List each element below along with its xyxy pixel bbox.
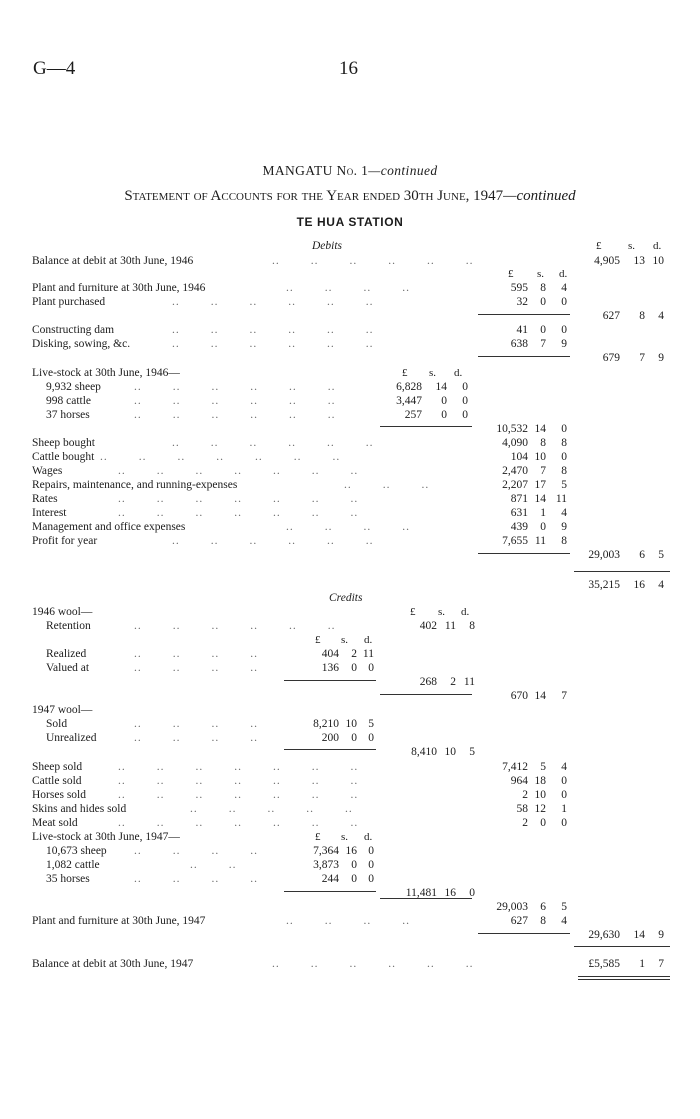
- amount-pounds: 29,003: [588, 549, 620, 561]
- amount-shillings: 1: [540, 507, 546, 519]
- report-title: [0, 164, 700, 177]
- ledger-row: Disking, sowing, &c. .. .. .. .. .. .. 638 7 9: [32, 338, 567, 350]
- unit-pound: £: [315, 831, 321, 843]
- amount-shillings: 10: [534, 789, 546, 801]
- amount-pounds: 7,655: [502, 535, 528, 547]
- amount-shillings: 6: [639, 549, 645, 561]
- amount-pence: 9: [561, 521, 567, 533]
- amount-shillings: 14: [435, 381, 447, 393]
- amount-pence: 7: [658, 958, 664, 970]
- page-number: 16: [339, 58, 358, 79]
- unit-pound: £: [402, 367, 408, 379]
- unit-shilling: s.: [438, 606, 446, 618]
- amount-pounds: 41: [516, 324, 528, 336]
- livestock-row: 10,673 sheep .. .. .. .. 7,364 16 0: [46, 845, 374, 857]
- ledger-row: Skins and hides sold .. .. .. .. .. 58 12 1: [32, 803, 567, 815]
- statement-continued: —continued: [503, 188, 576, 204]
- opening-balance-row: Balance at debit at 30th June, 1946 .. .. .. .. .. .. 4,905 13 10: [32, 255, 664, 267]
- subtotal-row: [0, 746, 700, 759]
- amount-shillings: 0: [351, 662, 357, 674]
- ledger-row: Unrealized .. .. .. .. 200 0 0: [46, 732, 374, 744]
- unit-pound: £: [315, 634, 321, 646]
- ledger-row: Management and office expenses .. .. .. .. 439 0 9: [32, 521, 567, 533]
- unit-shilling: s.: [429, 367, 437, 379]
- amount-pounds: 2: [522, 789, 528, 801]
- amount-pounds: 4,090: [502, 437, 528, 449]
- amount-pence: 0: [561, 423, 567, 435]
- ledger-row: Sold .. .. .. .. 8,210 10 5: [46, 718, 374, 730]
- amount-pounds: 8,210: [313, 718, 339, 730]
- row-label: Sheep bought: [32, 437, 95, 449]
- amount-shillings: 8: [540, 915, 546, 927]
- debits-col4-units: [0, 240, 700, 253]
- livestock-row: 998 cattle .. .. .. .. .. .. 3,447 0 0: [46, 395, 468, 407]
- row-label: 1946 wool—: [32, 606, 93, 618]
- ledger-row: Interest .. .. .. .. .. .. .. 631 1 4: [32, 507, 567, 519]
- total-rule: [574, 571, 670, 572]
- amount-pounds: 32: [516, 296, 528, 308]
- total-rule: [574, 946, 670, 947]
- row-label: Cattle sold: [32, 775, 82, 787]
- amount-pence: 0: [368, 732, 374, 744]
- row-label: Realized: [46, 648, 87, 660]
- row-label: Skins and hides sold: [32, 803, 127, 815]
- ledger-row: Sheep bought .. .. .. .. .. .. 4,090 8 8: [32, 437, 567, 449]
- amount-shillings: 11: [444, 620, 456, 632]
- amount-pounds: 8,410: [411, 746, 437, 758]
- closing-balance-label: Balance at debit at 30th June, 1947: [32, 958, 194, 970]
- amount-shillings: 14: [534, 690, 546, 702]
- amount-shillings: 0: [540, 324, 546, 336]
- credits-heading: Credits: [329, 592, 363, 604]
- unit-shilling: s.: [341, 831, 349, 843]
- subtotal-row: [0, 901, 700, 914]
- amount-shillings: 7: [639, 352, 645, 364]
- row-label: Rates: [32, 493, 58, 505]
- row-label: 10,673 sheep: [46, 845, 107, 857]
- subtotal-row: [0, 549, 700, 562]
- unit-pound: £: [596, 240, 602, 252]
- ledger-row: Cattle sold .. .. .. .. .. .. .. 964 18 0: [32, 775, 567, 787]
- row-label: Management and office expenses: [32, 521, 186, 533]
- debits-col3-units: [0, 268, 700, 281]
- amount-pounds: 244: [321, 873, 339, 885]
- amount-shillings: 10: [345, 718, 357, 730]
- amount-pence: 0: [368, 873, 374, 885]
- amount-pence: 0: [561, 775, 567, 787]
- amount-pence: 5: [561, 479, 567, 491]
- title-number: No. 1: [336, 163, 369, 178]
- amount-pounds: 404: [321, 648, 339, 660]
- row-label: Live-stock at 30th June, 1947—: [32, 831, 180, 843]
- amount-pounds: 2,470: [502, 465, 528, 477]
- amount-pounds: 104: [510, 451, 528, 463]
- ledger-row: Valued at .. .. .. .. 136 0 0: [46, 662, 374, 674]
- amount-pence: 8: [469, 620, 475, 632]
- amount-pounds: 638: [510, 338, 528, 350]
- amount-pounds: 136: [321, 662, 339, 674]
- amount-pounds: 2: [522, 817, 528, 829]
- livestock-heading-row: [0, 367, 700, 380]
- series-code: G—4: [33, 58, 76, 79]
- row-label: Plant and furniture at 30th June, 1947: [32, 915, 206, 927]
- amount-pence: 9: [561, 338, 567, 350]
- amount-shillings: 16: [633, 579, 645, 591]
- row-label: 9,932 sheep: [46, 381, 101, 393]
- amount-pounds: 439: [510, 521, 528, 533]
- amount-pounds: 4,905: [594, 255, 620, 267]
- subtotal-rule: [380, 898, 472, 899]
- amount-pounds: 670: [510, 690, 528, 702]
- row-label: Sold: [46, 718, 68, 730]
- unit-pence: d.: [461, 606, 470, 618]
- amount-pence: 0: [561, 817, 567, 829]
- amount-shillings: 14: [633, 929, 645, 941]
- ledger-row: Plant purchased .. .. .. .. .. .. 32 0 0: [32, 296, 567, 308]
- subtotal-row: [0, 352, 700, 365]
- amount-shillings: 0: [540, 521, 546, 533]
- opening-balance-label: Balance at debit at 30th June, 1946: [32, 255, 194, 267]
- amount-pence: 0: [368, 662, 374, 674]
- ledger-row: Cattle bought .. .. .. .. .. .. .. 104 10 0: [32, 451, 567, 463]
- amount-shillings: 14: [534, 423, 546, 435]
- amount-shillings: 13: [633, 255, 645, 267]
- debits-heading: Debits: [312, 240, 343, 252]
- row-label: 37 horses: [46, 409, 90, 421]
- closing-balance-row: Balance at debit at 30th June, 1947 .. .. .. .. .. .. £5,585 1 7: [32, 958, 664, 970]
- amount-pence: 10: [652, 255, 664, 267]
- row-label: Repairs, maintenance, and running-expenses: [32, 479, 238, 491]
- amount-pence: 5: [469, 746, 475, 758]
- amount-pence: 0: [561, 451, 567, 463]
- amount-pence: 0: [462, 395, 468, 407]
- amount-shillings: 8: [540, 282, 546, 294]
- ledger-row: Horses sold .. .. .. .. .. .. .. 2 10 0: [32, 789, 567, 801]
- amount-shillings: 7: [540, 465, 546, 477]
- wool-units-row: [0, 634, 700, 647]
- amount-pounds: 29,003: [496, 901, 528, 913]
- livestock-row: 1,082 cattle .. .. 3,873 0 0: [46, 859, 374, 871]
- row-label: Plant and furniture at 30th June, 1946: [32, 282, 206, 294]
- unit-pence: d.: [454, 367, 463, 379]
- amount-shillings: 0: [540, 296, 546, 308]
- amount-pence: 9: [658, 352, 664, 364]
- amount-pence: 11: [362, 648, 374, 660]
- amount-pounds: 595: [510, 282, 528, 294]
- unit-pound: £: [410, 606, 416, 618]
- row-label: Disking, sowing, &c.: [32, 338, 131, 350]
- amount-pence: 0: [561, 324, 567, 336]
- row-label: Constructing dam: [32, 324, 115, 336]
- amount-pence: 0: [368, 859, 374, 871]
- amount-pence: 0: [561, 296, 567, 308]
- amount-pence: 5: [368, 718, 374, 730]
- amount-pounds: 7,364: [313, 845, 339, 857]
- row-label: Wages: [32, 465, 63, 477]
- amount-pence: 7: [561, 690, 567, 702]
- amount-pence: 8: [561, 465, 567, 477]
- livestock-row: 37 horses .. .. .. .. .. .. 257 0 0: [46, 409, 468, 421]
- station-heading: TE HUA STATION: [296, 215, 404, 229]
- amount-pounds: 2,207: [502, 479, 528, 491]
- amount-shillings: 0: [540, 817, 546, 829]
- amount-pounds: 58: [516, 803, 528, 815]
- amount-pence: 4: [561, 761, 567, 773]
- amount-pounds: 871: [510, 493, 528, 505]
- amount-pounds: 29,630: [588, 929, 620, 941]
- unit-shilling: s.: [341, 634, 349, 646]
- amount-pence: 5: [658, 549, 664, 561]
- wool-1947-heading-row: [0, 704, 700, 717]
- amount-pence: 11: [555, 493, 567, 505]
- amount-pounds: 257: [404, 409, 422, 421]
- amount-pence: 4: [561, 915, 567, 927]
- amount-shillings: 14: [534, 493, 546, 505]
- amount-pence: 8: [561, 437, 567, 449]
- amount-shillings: 0: [351, 859, 357, 871]
- amount-shillings: 5: [540, 761, 546, 773]
- amount-pounds: 200: [321, 732, 339, 744]
- amount-pence: 8: [561, 535, 567, 547]
- statement-text: Statement of Accounts for the Year ended 30th June, 1947: [124, 188, 504, 204]
- amount-pounds: 3,447: [396, 395, 422, 407]
- ledger-row: Retention .. .. .. .. .. .. 402 11 8: [46, 620, 475, 632]
- ledger-row: Sheep sold .. .. .. .. .. .. .. 7,412 5 4: [32, 761, 567, 773]
- ledger-row: Wages .. .. .. .. .. .. .. 2,470 7 8: [32, 465, 567, 477]
- ledger-row: Profit for year .. .. .. .. .. .. 7,655 11 8: [32, 535, 567, 547]
- subtotal-row: [0, 423, 700, 436]
- amount-pounds: 402: [419, 620, 437, 632]
- amount-shillings: 7: [540, 338, 546, 350]
- unit-shilling: s.: [537, 268, 545, 280]
- amount-pence: 11: [463, 676, 475, 688]
- amount-shillings: 16: [345, 845, 357, 857]
- unit-pence: d.: [364, 831, 373, 843]
- row-label: 998 cattle: [46, 395, 92, 407]
- amount-shillings: 10: [534, 451, 546, 463]
- row-label: Retention: [46, 620, 91, 632]
- amount-pence: 0: [561, 789, 567, 801]
- debits-total-row: [0, 579, 700, 592]
- amount-shillings: 8: [639, 310, 645, 322]
- subtotal-row: [0, 676, 700, 689]
- amount-shillings: 1: [639, 958, 645, 970]
- amount-pounds: 10,532: [496, 423, 528, 435]
- amount-shillings: 0: [441, 409, 447, 421]
- amount-shillings: 0: [351, 873, 357, 885]
- amount-shillings: 17: [534, 479, 546, 491]
- subtotal-row: [0, 887, 700, 900]
- amount-pounds: 6,828: [396, 381, 422, 393]
- row-label: Plant purchased: [32, 296, 106, 308]
- row-label: 1947 wool—: [32, 704, 93, 716]
- amount-pence: 4: [561, 282, 567, 294]
- row-label: 1,082 cattle: [46, 859, 100, 871]
- amount-pounds: 964: [510, 775, 528, 787]
- amount-shillings: 11: [534, 535, 546, 547]
- amount-pence: 9: [658, 929, 664, 941]
- title-text: MANGATU: [262, 163, 333, 178]
- amount-pence: 1: [561, 803, 567, 815]
- amount-pounds: 35,215: [588, 579, 620, 591]
- ledger-row: Realized .. .. .. .. 404 2 11: [46, 648, 374, 660]
- row-label: Interest: [32, 507, 67, 519]
- amount-pounds: 631: [510, 507, 528, 519]
- amount-shillings: 8: [540, 437, 546, 449]
- amount-shillings: 2: [351, 648, 357, 660]
- row-label: Meat sold: [32, 817, 78, 829]
- amount-pounds: 7,412: [502, 761, 528, 773]
- amount-pounds: 3,873: [313, 859, 339, 871]
- amount-pence: 5: [561, 901, 567, 913]
- amount-shillings: 0: [441, 395, 447, 407]
- credits-total-row: [0, 929, 700, 942]
- livestock-1947-heading-row: [0, 831, 700, 844]
- amount-shillings: 0: [351, 732, 357, 744]
- statement-title: [0, 190, 700, 203]
- amount-pounds: £5,585: [588, 958, 620, 970]
- row-label: Cattle bought: [32, 451, 95, 463]
- ledger-row: Rates .. .. .. .. .. .. .. 871 14 11: [32, 493, 567, 505]
- unit-pound: £: [508, 268, 514, 280]
- amount-pence: 4: [658, 310, 664, 322]
- amount-shillings: 12: [534, 803, 546, 815]
- row-label: Live-stock at 30th June, 1946—: [32, 367, 180, 379]
- double-underline: [578, 976, 670, 980]
- amount-pounds: 627: [602, 310, 620, 322]
- amount-pence: 4: [658, 579, 664, 591]
- ledger-row: Meat sold .. .. .. .. .. .. .. 2 0 0: [32, 817, 567, 829]
- ledger-row: Plant and furniture at 30th June, 1946 .. .. .. .. 595 8 4: [32, 282, 567, 294]
- ledger-row: Repairs, maintenance, and running-expenses .. .. .. 2,207 17 5: [32, 479, 567, 491]
- row-label: Sheep sold: [32, 761, 83, 773]
- amount-pence: 0: [462, 409, 468, 421]
- subtotal-row: [0, 690, 700, 703]
- amount-pence: 0: [462, 381, 468, 393]
- subtotal-row: [0, 310, 700, 323]
- ledger-row: Plant and furniture at 30th June, 1947 .. .. .. .. 627 8 4: [32, 915, 567, 927]
- amount-pounds: 268: [419, 676, 437, 688]
- row-label: Valued at: [46, 662, 90, 674]
- amount-pounds: 679: [602, 352, 620, 364]
- row-label: Profit for year: [32, 535, 98, 547]
- amount-shillings: 10: [444, 746, 456, 758]
- unit-shilling: s.: [628, 240, 636, 252]
- amount-pounds: 627: [510, 915, 528, 927]
- amount-pence: 0: [469, 887, 475, 899]
- livestock-row: 35 horses .. .. .. .. 244 0 0: [46, 873, 374, 885]
- wool-1946-heading-row: [0, 606, 700, 619]
- livestock-row: 9,932 sheep .. .. .. .. .. .. 6,828 14 0: [46, 381, 468, 393]
- amount-shillings: 18: [534, 775, 546, 787]
- ledger-row: Constructing dam .. .. .. .. .. .. 41 0 0: [32, 324, 567, 336]
- row-label: Unrealized: [46, 732, 97, 744]
- amount-shillings: 6: [540, 901, 546, 913]
- amount-pence: 0: [368, 845, 374, 857]
- row-label: 35 horses: [46, 873, 90, 885]
- amount-shillings: 16: [444, 887, 456, 899]
- unit-pence: d.: [559, 268, 568, 280]
- amount-pounds: 11,481: [405, 887, 437, 899]
- row-label: Horses sold: [32, 789, 86, 801]
- amount-shillings: 2: [450, 676, 456, 688]
- unit-pence: d.: [364, 634, 373, 646]
- unit-pence: d.: [653, 240, 662, 252]
- amount-pence: 4: [561, 507, 567, 519]
- title-continued: —continued: [368, 163, 438, 178]
